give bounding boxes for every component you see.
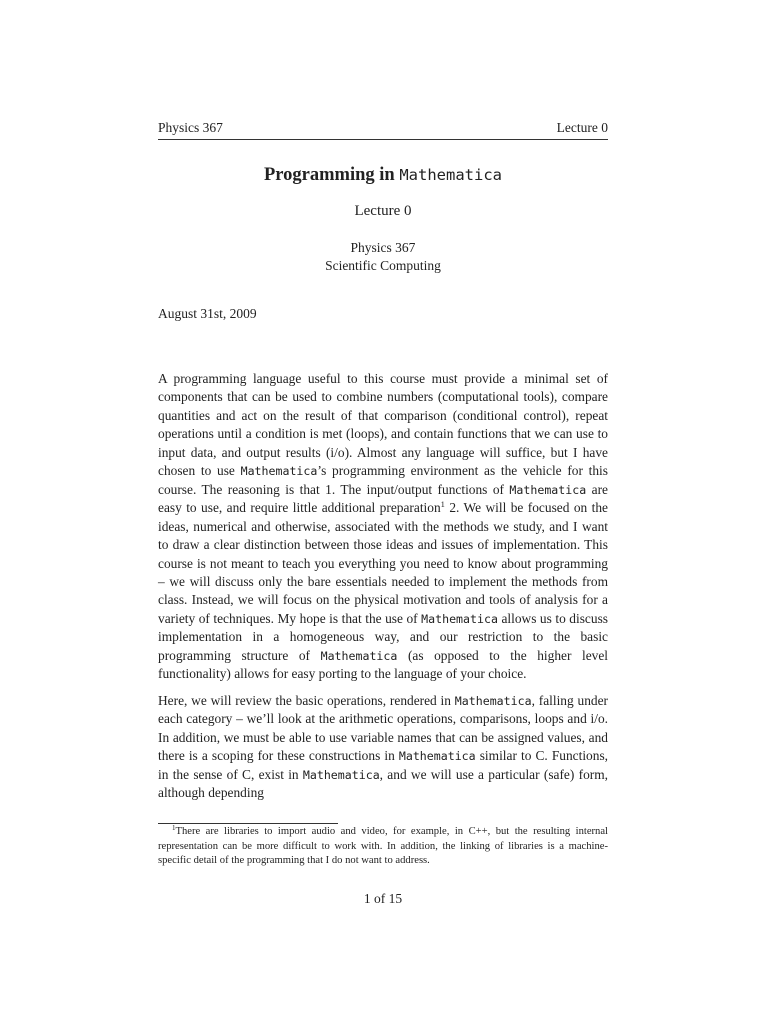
software-name: Mathematica	[240, 464, 318, 479]
title-software-name: Mathematica	[399, 166, 502, 184]
document-date: August 31st, 2009	[158, 306, 257, 321]
software-name: Mathematica	[454, 693, 532, 708]
footnote-divider	[158, 823, 338, 824]
header-course: Physics 367	[158, 120, 223, 135]
page-number: 1 of 15	[363, 891, 403, 906]
document-page	[158, 0, 608, 1024]
software-name: Mathematica	[302, 767, 380, 782]
header-lecture: Lecture 0	[556, 120, 608, 135]
affiliation-course: Physics 367	[350, 240, 416, 255]
software-name: Mathematica	[421, 611, 498, 626]
footnote-mark: 1	[172, 824, 176, 832]
running-header	[158, 120, 608, 140]
paragraph-2: Here, we will review the basic operations, rendered in Mathematica, falling under each category – we’ll look at the arithmetic operations, comparisons, loops and i/o. In addition, we must be able to use variable names that can be assigned values, and there is a scoping for these constructions in Mathematica similar to C. Functions, in the sense of C, exist in Mathematica, and we will use a particular (safe) form, although depending	[158, 692, 608, 800]
footnote-marker: 1	[440, 499, 445, 510]
document-subtitle: Lecture 0	[354, 203, 412, 219]
affiliation	[158, 239, 608, 274]
software-name: Mathematica	[509, 482, 587, 497]
title-prefix: Programming in	[264, 165, 395, 185]
footnote-text: There are libraries to import audio and video, for example, in C++, but the resulting internal representation can be more difficult to work with. In addition, the linking of libraries is a machine-specific detail of the programming that I do not want to address.	[158, 826, 608, 866]
document-title	[158, 164, 608, 186]
affiliation-subject: Scientific Computing	[325, 257, 441, 273]
software-name: Mathematica	[320, 648, 398, 663]
body-text	[158, 370, 608, 810]
footnote	[158, 825, 608, 869]
software-name: Mathematica	[398, 749, 476, 764]
paragraph-1: A programming language useful to this course must provide a minimal set of components that can be used to combine numbers (computational tools), compare quantities and act on the result of that comparison (conditional control), repeat operations until a condition is met (loops), and contain functions that we can use to input data, and output results (i/o). Almost any language will suffice, but I have chosen to use Mathematica’s programming environment as the vehicle for this course. The reasoning is that 1. The input/output functions of Mathematica are easy to use, and require little additional preparation$^1$ 2. We will be focused on the ideas, numerical and otherwise, associated with the methods we study, and I want to draw a clear distinction between those ideas and issues of implementation. This course is not meant to teach you everything you need to know about programming – we will discuss only the bare essentials needed to implement the methods from class. Instead, we will focus on the physical motivation and tools of analysis for a variety of techniques. My hope is that the use of Mathematica allows us to discuss implementation in a homogeneous way, and our restriction to the basic programming structure of Mathematica (as opposed to the higher level functionality) allows for easy porting to the language of your choice.	[158, 371, 609, 682]
